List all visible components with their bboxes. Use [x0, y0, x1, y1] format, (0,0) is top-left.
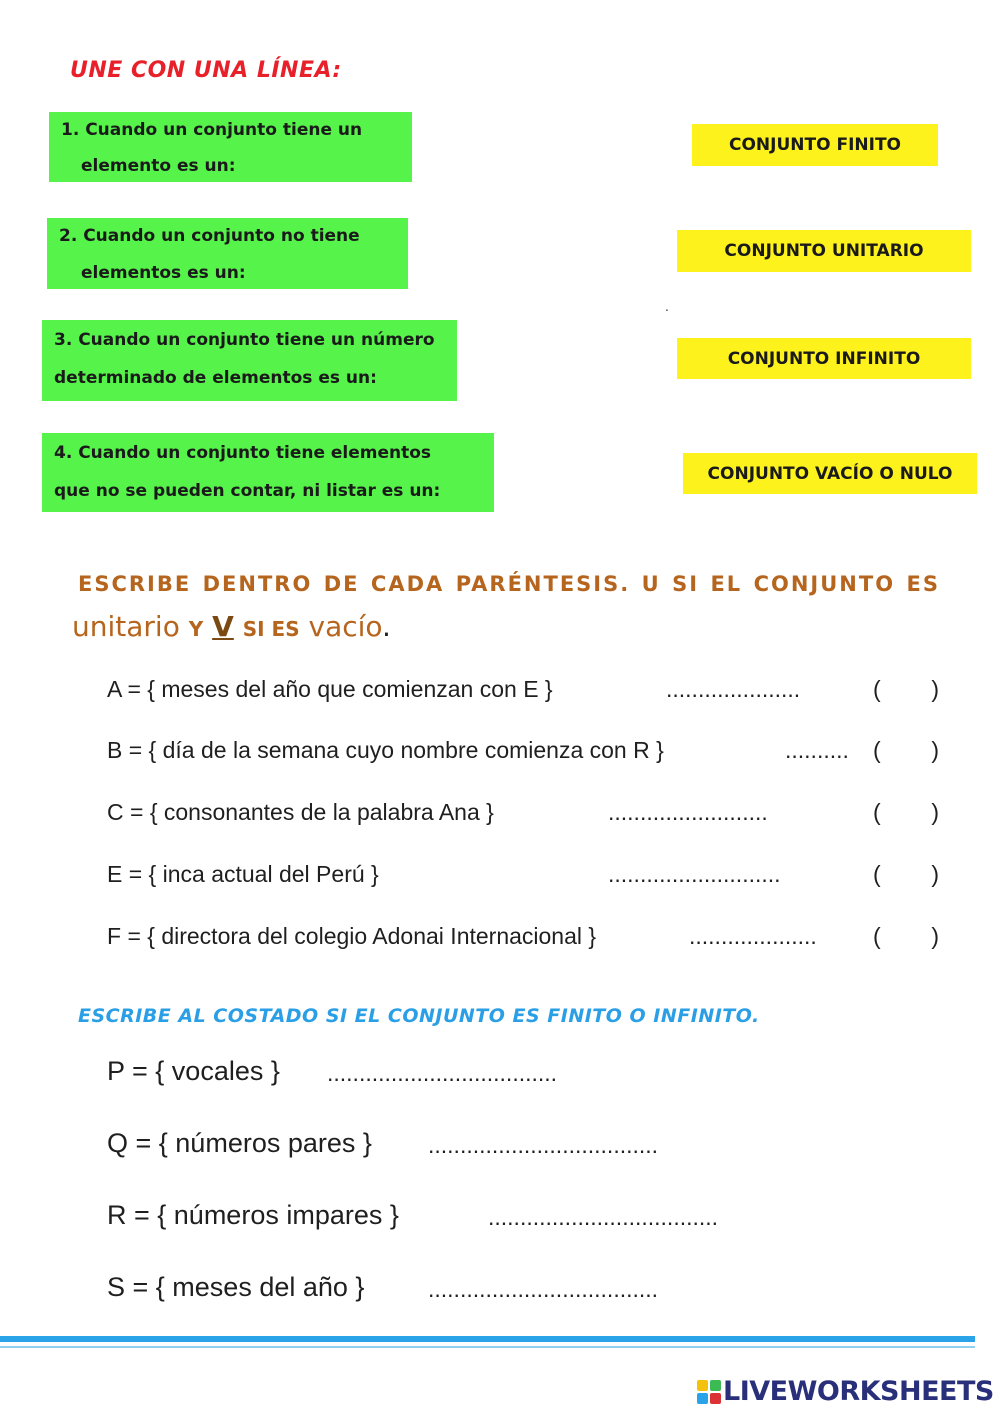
- finite-row-s: [107, 1272, 907, 1308]
- set-text: Q = { números pares }: [107, 1128, 372, 1158]
- title2-v: V: [212, 610, 234, 643]
- set-text: S = { meses del año }: [107, 1272, 365, 1302]
- title2-word: SI: [672, 572, 700, 596]
- section1-title: UNE CON UNA LÍNEA:: [70, 58, 342, 83]
- set-text: P = { vocales }: [107, 1056, 280, 1086]
- answer-dots[interactable]: .........................: [608, 799, 768, 825]
- title2-word: U: [641, 572, 661, 596]
- answer-dots[interactable]: .....................: [666, 676, 801, 702]
- finite-row-r: [107, 1200, 907, 1236]
- title2-word: CADA: [370, 572, 445, 596]
- question-1-line2: elemento es un:: [81, 156, 236, 176]
- liveworksheets-logo: [697, 1376, 994, 1407]
- finite-row-p: [107, 1056, 907, 1092]
- title2-period: .: [382, 610, 391, 643]
- stray-dot: .: [665, 298, 669, 314]
- title2-word: ES: [906, 572, 940, 596]
- answer-box-finito[interactable]: CONJUNTO FINITO: [692, 124, 938, 166]
- title2-y: Y: [188, 617, 204, 641]
- title2-word: PARÉNTESIS.: [455, 572, 631, 596]
- answer-parenthesis[interactable]: ( ): [873, 676, 939, 702]
- title2-unitario: unitario: [72, 610, 180, 643]
- footer-rule-thin: [0, 1346, 975, 1348]
- question-4-line1: 4. Cuando un conjunto tiene elementos: [54, 443, 432, 463]
- question-1-line1: 1. Cuando un conjunto tiene un: [61, 120, 363, 140]
- question-2-line2: elementos es un:: [81, 263, 246, 283]
- answer-box-infinito[interactable]: CONJUNTO INFINITO: [677, 338, 971, 379]
- parenthesis-row-f: [107, 923, 947, 955]
- finite-row-q: [107, 1128, 907, 1164]
- title2-si-es: SI ES: [242, 617, 300, 641]
- answer-dots[interactable]: ....................................: [428, 1276, 659, 1302]
- question-box-1: [49, 112, 412, 182]
- set-text: F = { directora del colegio Adonai Internacional }: [107, 923, 597, 949]
- answer-dots[interactable]: ....................: [689, 923, 817, 949]
- answer-box-unitario[interactable]: CONJUNTO UNITARIO: [677, 230, 971, 272]
- title2-word: DE: [323, 572, 360, 596]
- question-box-2: [47, 218, 408, 289]
- set-text: R = { números impares }: [107, 1200, 399, 1230]
- section3-title: ESCRIBE AL COSTADO SI EL CONJUNTO ES FINITO O INFINITO.: [78, 1005, 760, 1027]
- section2-title-line1: [78, 572, 940, 596]
- parenthesis-row-c: [107, 799, 947, 831]
- set-text: B = { día de la semana cuyo nombre comienza con R }: [107, 737, 664, 763]
- question-4-line2: que no se pueden contar, ni listar es un:: [54, 481, 441, 501]
- answer-dots[interactable]: ....................................: [488, 1204, 719, 1230]
- section2-title-line2: [72, 610, 391, 643]
- title2-vacio: vacío: [308, 610, 383, 643]
- parenthesis-row-e: [107, 861, 947, 893]
- title2-word: EL: [710, 572, 743, 596]
- question-3-line2: determinado de elementos es un:: [54, 368, 377, 388]
- liveworksheets-logo-text: LIVEWORKSHEETS: [723, 1376, 994, 1407]
- title2-word: DENTRO: [202, 572, 313, 596]
- footer-rule: [0, 1336, 975, 1342]
- title2-word: ESCRIBE: [78, 572, 192, 596]
- parenthesis-row-a: [107, 676, 947, 708]
- answer-parenthesis[interactable]: ( ): [873, 737, 939, 763]
- question-box-3: [42, 320, 457, 401]
- question-box-4: [42, 433, 494, 512]
- answer-dots[interactable]: ....................................: [428, 1132, 659, 1158]
- title2-word: CONJUNTO: [753, 572, 896, 596]
- set-text: C = { consonantes de la palabra Ana }: [107, 799, 494, 825]
- answer-dots[interactable]: ...........................: [608, 861, 781, 887]
- answer-box-vacio[interactable]: CONJUNTO VACÍO O NULO: [683, 453, 977, 494]
- answer-dots[interactable]: ..........: [785, 737, 849, 763]
- question-2-line1: 2. Cuando un conjunto no tiene: [59, 226, 360, 246]
- set-text: E = { inca actual del Perú }: [107, 861, 379, 887]
- parenthesis-row-b: [107, 737, 947, 769]
- answer-parenthesis[interactable]: ( ): [873, 923, 939, 949]
- answer-dots[interactable]: ....................................: [327, 1060, 558, 1086]
- set-text: A = { meses del año que comienzan con E }: [107, 676, 553, 702]
- liveworksheets-logo-icon: [697, 1380, 721, 1404]
- answer-parenthesis[interactable]: ( ): [873, 861, 939, 887]
- question-3-line1: 3. Cuando un conjunto tiene un número: [54, 330, 435, 350]
- answer-parenthesis[interactable]: ( ): [873, 799, 939, 825]
